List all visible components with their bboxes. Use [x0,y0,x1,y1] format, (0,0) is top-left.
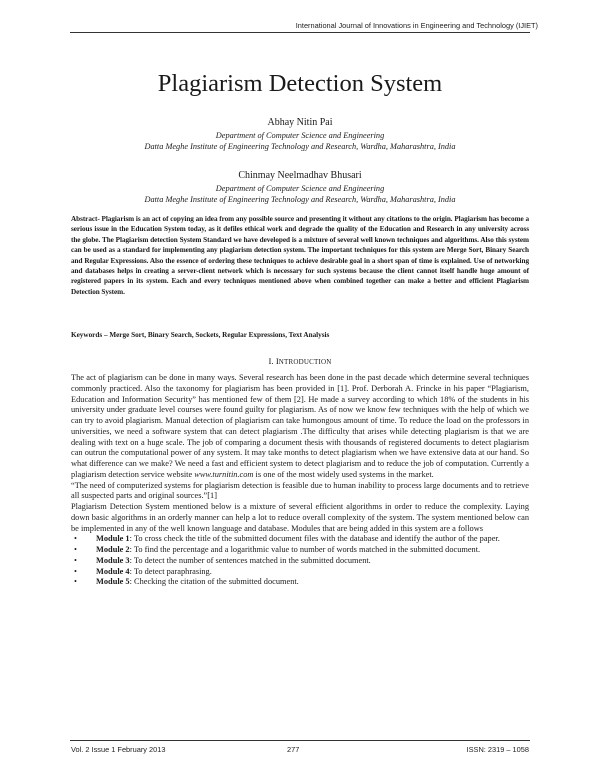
paper-title: Plagiarism Detection System [157,70,443,97]
module-label: Module 3 [96,555,130,565]
bullet-icon: • [74,555,77,565]
author-institution-2: Datta Meghe Institute of Engineering Technology and Research, Wardha, Maharashtra, India [144,195,456,205]
paragraph-system: Plagiarism Detection System mentioned below is a mixture of several efficient algorithms in order to reduce the complexity. Laying down basic algorithms in an orderly manner can help a lot to reduce overall complexity of the system. The system mentioned below can be implemented in any of the well known language and database. Modules that are being added in this system are a follows [71,502,529,533]
bullet-icon: • [74,545,77,554]
list-item [71,577,529,588]
module-text: : To detect the number of sentences matched in the submitted document. [129,555,371,565]
section-first-letter: I [275,356,279,366]
abstract: Abstract- Plagiarism is an act of copying an idea from any possible source and presenting it without any citations to the origin. Plagiarism has become a serious issue in the Education System today, as it defiles ethical work and degrade the quality of the Education and Research in any university across the globe. The Plagiarism detection System Standard we have developed is a mixture of several well known techniques and algorithms. Also this system can be used as a standard for implementing any plagiarism detection system. The important techniques for this system are Merge Sort, Binary Search and Regular Expressions. Also the essence of ordering these techniques to achieve desirable goal in a short span of time is explained. Use of networking and databases helps in creating a server-client network which is necessary for such systems because the client cannot itself handle huge amount of registered papers in its system. Each and every techniques mentioned above when combined together can make a better and efficient Plagiarism Detection System. [71,215,529,296]
bullet-icon: • [74,534,77,544]
section-heading [0,356,600,366]
bullet-icon: • [74,566,77,576]
module-text: : Checking the citation of the submitted document. [129,577,299,587]
page-footer [71,745,529,757]
module-list [71,534,529,588]
author-institution-1: Datta Meghe Institute of Engineering Technology and Research, Wardha, Maharashtra, India [144,142,456,152]
body-text [71,373,529,588]
footer-rule [70,740,530,741]
author-dept-1: Department of Computer Science and Engineering [215,131,385,140]
paragraph-intro-text: The act of plagiarism can be done in many ways. Several research has been done in the past decade which determine several techniques commonly practiced. Also the taxonomy for plagiarism has been provided in [1]. Prof. Derborah A. Frincke in his paper “Plagiarism, Education and Information Security” has mentioned few of them [2]. He made a survey according to which 18% of the students in his university under graduate level courses were found guilty for plagiarism. As of now we know few techniques with the help of which we can try to avoid plagiarism. Manual detection of plagiarism can take humongous amount of time. To reduce the load on the professors in universities, we need a software system that can detect plagiarism .The difficulty that arises while detecting plagiarism is that we are dealing with text on a huge scale. The job of comparing a document thesis with thousands of registered documents to detect plagiarism can outrun the computational power of any system. It may take months to detect plagiarism when we have extensive data at our hand. So what difference can we make? We need a fast and efficient system to detect plagiarism and to reduce the job of computation. Currently a plagiarism detection service website [71,373,529,479]
list-item [71,556,529,567]
section-rest: NTRODUCTION [278,358,332,366]
author-affiliation-1 [0,130,600,152]
paragraph-quote: “The need of computerized systems for plagiarism detection is feasible due to human inability to process large documents and to retrieve all suspected parts and original sources.”[1] [71,480,529,501]
journal-header: International Journal of Innovations in Engineering and Technology (IJIET) [295,21,538,30]
module-label: Module 1 [96,534,130,544]
footer-issn: ISSN: 2319 – 1058 [466,745,529,754]
bullet-icon: • [74,577,77,587]
footer-volume: Vol. 2 Issue 1 February 2013 [71,745,166,754]
header-rule [70,32,530,33]
module-label: Module 2 [96,545,130,554]
author-name-1: Abhay Nitin Pai [267,117,333,128]
module-text: : To find the percentage and a logarithmic value to number of words matched in the submitted document. [129,545,481,554]
turnitin-link[interactable]: www.turnitin.com [194,469,254,479]
list-item [71,567,529,578]
author-name-2: Chinmay Neelmadhav Bhusari [238,170,362,181]
module-text: : To detect paraphrasing. [129,566,212,576]
module-text: : To cross check the title of the submitted document files with the database and identify the author of the paper. [129,534,500,544]
list-item [71,545,529,556]
list-item [71,534,529,545]
keywords: Keywords – Merge Sort, Binary Search, Sockets, Regular Expressions, Text Analysis [71,331,330,339]
module-label: Module 5 [96,577,130,587]
module-label: Module 4 [96,566,130,576]
author-affiliation-2 [0,183,600,205]
author-dept-2: Department of Computer Science and Engineering [215,184,385,193]
section-number: I. [268,356,276,366]
footer-page-number: 277 [287,745,300,754]
paragraph-intro [71,373,529,481]
paragraph-intro-end: is one of the most widely used systems in the market. [253,469,434,479]
